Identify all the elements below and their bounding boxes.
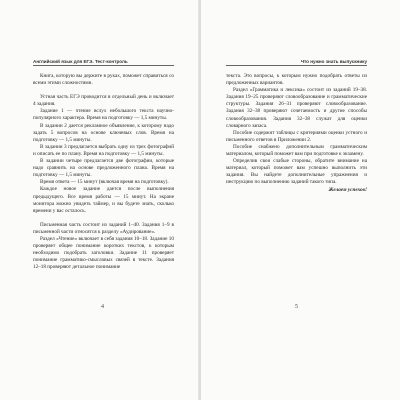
paragraph: В задании четыре предлагается две фотографии, которые надо сравнить на основе предложенного плана. Время на подготовку — 1,5 минуты. <box>33 158 174 179</box>
header-rule <box>226 65 367 66</box>
paragraph: текста. Это вопросы, к которым нужно подобрать ответы из предложенных вариантов. <box>226 73 367 87</box>
page-body <box>33 73 174 271</box>
paragraph: Пособие снабжено дополнительным грамматическим материалом, который поможет вам при подготовке к экзамену. <box>226 143 367 158</box>
paragraph: Задание 1 — чтение вслух небольшого текста научно-популярного характера. Время на подготовку — 1,5 минуты. <box>33 108 174 122</box>
paragraph: Книга, которую вы держите в руках, поможет справиться со всеми этими сложностями. <box>33 73 174 87</box>
paragraph: Письменная часть состоит из заданий 1–40. Задания 1–9 в письменной части относятся к разделу «Аудирование». <box>33 221 174 235</box>
closing-wish: Желаем успехов! <box>328 186 367 193</box>
left-page <box>0 0 199 400</box>
paragraph: Пособие содержит таблицы с критериями оценки устного и письменного ответов в Приложении 2. <box>226 129 367 143</box>
header-rule <box>33 65 174 66</box>
paragraph: Устная часть ЕГЭ проводится в отдельный день и включает 4 задания. <box>33 94 174 108</box>
paragraph: Каждое новое задание дается после выполнения предыдущего. Все время работы — 15 минут. На экране монитора можно увидеть таймер, и вы будете знать, сколько времени у вас осталось. <box>33 186 174 214</box>
paragraph: В задании 3 предлагается выбрать одну из трех фотографий и описать ее по плану. Время на подготовку — 1,5 минуты. <box>33 143 174 157</box>
paragraph: Раздел «Чтение» включает в себя задания 10–18. Задание 10 проверяет общее понимание коротких текстов, к которым необходимо подобрать заголовки. Задание 11 проверяет понимание грамматико-смысловых связей в тексте. Задания 12–18 проверяют детальное понимание <box>33 235 174 271</box>
page-number: 5 <box>295 304 298 310</box>
running-head: Что нужно знать выпускнику <box>300 59 367 64</box>
paragraph: Определив свои слабые стороны, обратите внимание на материал, который поможет вам успешно выполнить эти задания. Вы найдете дополнительные упражнения и инструкцию по выполнению заданий такого типа. <box>226 158 367 186</box>
running-head: Английский язык для ЕГЭ. Тест-контроль <box>33 59 128 64</box>
right-page <box>201 0 400 400</box>
page-number: 4 <box>101 304 104 310</box>
paragraph: Время ответа — 15 минут (включая время на подготовку). <box>40 179 169 186</box>
paragraph: Раздел «Грамматика и лексика» состоит из заданий 19–38. Задания 19–25 проверяют словообразование и грамматические структуры. Задания 26–31 проверяют словообразование. Задания 32–38 проверяют сочетаемость и другие способы словообразования. Задания 32–38 служат для оценки словарного запаса. <box>226 87 367 129</box>
paragraph: В задании 2 дается рекламное объявление, к которому надо задать 5 вопросов на основе ключевых слов. Время на подготовку — 1,5 минуты. <box>33 122 174 143</box>
page-body <box>226 73 367 194</box>
